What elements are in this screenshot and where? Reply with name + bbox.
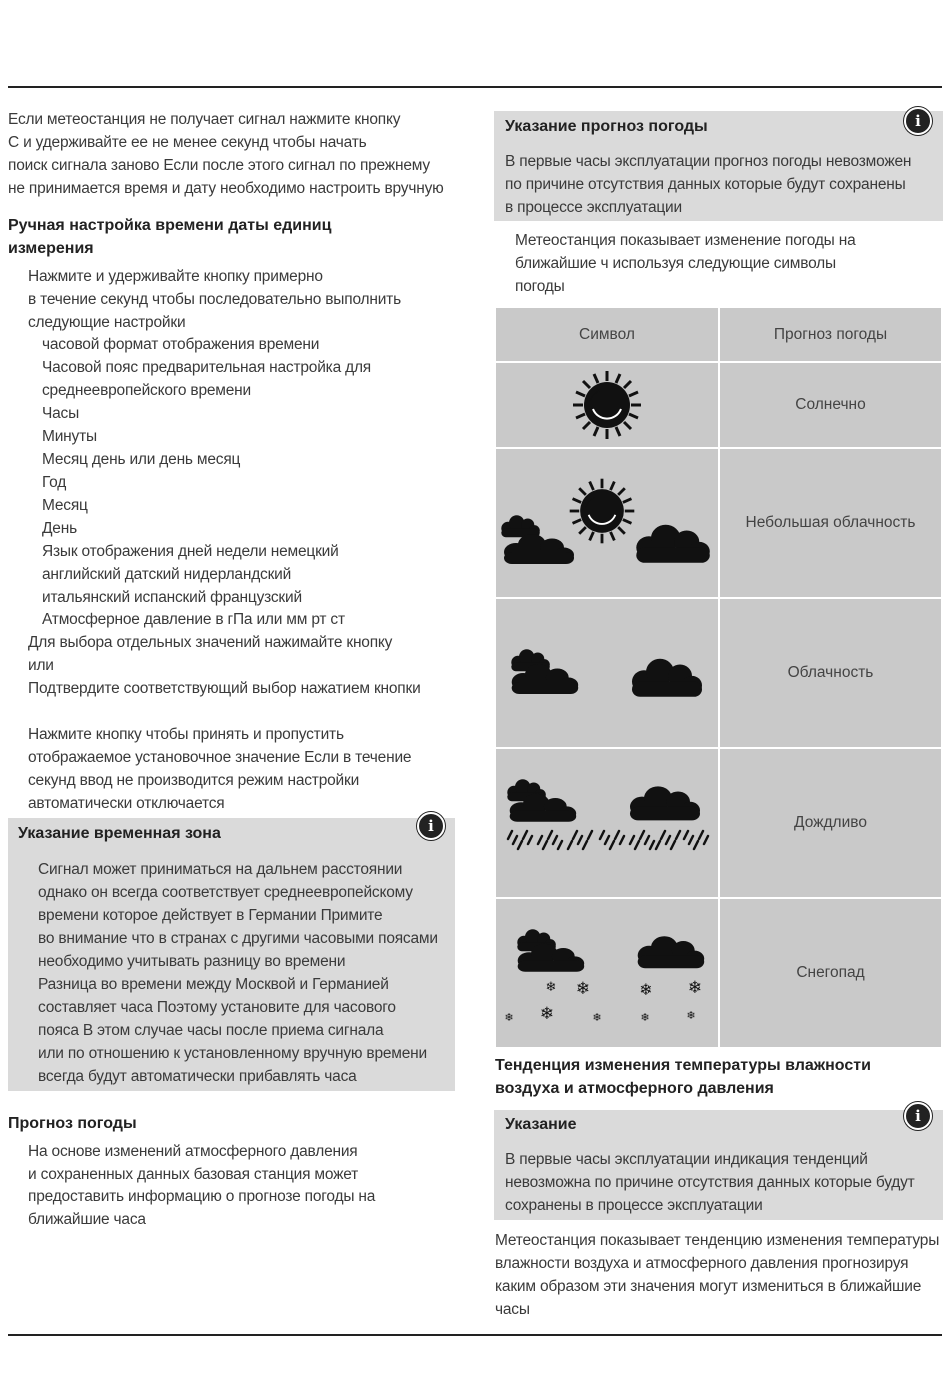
table-row — [495, 748, 942, 898]
info-icon: i — [904, 1102, 932, 1130]
rain-streak — [583, 841, 587, 849]
forecast-label: Небольшая облачность — [719, 448, 942, 598]
svg-text:❄: ❄ — [575, 979, 591, 999]
text-line: не принимается время и дату необходимо настроить вручную — [8, 180, 444, 197]
weather-symbols-table — [494, 306, 943, 1049]
manual-setup-heading: Ручная настройка времени даты единиц — [8, 217, 332, 234]
note-line: в процессе эксплуатации — [505, 199, 682, 216]
table-row — [495, 448, 942, 598]
settings-item: День — [42, 520, 77, 537]
note-line: Сигнал может приниматься на дальнем расстоянии — [38, 861, 403, 878]
rain-streak — [600, 831, 604, 839]
text-line: На основе изменений атмосферного давления — [28, 1143, 358, 1160]
trend-heading-cont: воздуха и атмосферного давления — [495, 1080, 774, 1097]
info-icon: i — [904, 107, 932, 135]
text-line: следующие настройки — [28, 314, 186, 331]
text-line: часы — [495, 1301, 530, 1318]
note-line: сохранены в процессе эксплуатации — [505, 1197, 763, 1214]
rain-streak — [605, 836, 609, 844]
settings-item: Атмосферное давление в гПа или мм рт ст — [42, 611, 345, 628]
rain-streak — [635, 841, 639, 849]
text-line: погоды — [515, 278, 565, 295]
trend-note-title: Указание — [505, 1116, 577, 1133]
rain-streak — [523, 831, 527, 839]
forecast-label: Дождливо — [719, 748, 942, 898]
rain-streak — [684, 831, 688, 839]
rain-streak — [645, 836, 649, 844]
note-line: во внимание что в странах с другими часовыми поясами — [38, 930, 438, 947]
rain-streak — [694, 841, 698, 849]
table-header-row — [495, 307, 942, 362]
forecast-label: Облачность — [719, 598, 942, 748]
text-line: влажности воздуха и атмосферного давления прогнозируя — [495, 1255, 909, 1272]
text-line: предоставить информацию о прогнозе погоды на — [28, 1188, 376, 1205]
rain-streak — [548, 831, 552, 839]
svg-text:❄: ❄ — [592, 1011, 602, 1024]
rain-streak — [640, 831, 644, 839]
text-line: автоматически отключается — [28, 795, 225, 812]
settings-item: итальянский испанский французский — [42, 589, 302, 606]
forecast-label: Солнечно — [719, 362, 942, 448]
cloudy-icon — [495, 598, 719, 748]
rain-streak — [704, 836, 708, 844]
settings-item: часовой формат отображения времени — [42, 336, 320, 353]
settings-item: Месяц — [42, 497, 88, 514]
rain-icon — [495, 748, 719, 898]
table-row — [495, 598, 942, 748]
note-line: всегда будут автоматически прибавлять часа — [38, 1068, 357, 1085]
rain-streak — [513, 836, 517, 844]
note-line: составляет часа Поэтому установите для часового — [38, 999, 396, 1016]
weather-forecast-note-title: Указание прогноз погоды — [505, 118, 708, 135]
text-line: Подтвердите соответствующий выбор нажатием кнопки — [28, 680, 421, 697]
settings-item: Минуты — [42, 428, 97, 445]
rain-streak — [650, 841, 654, 849]
table-row — [495, 898, 942, 1048]
timezone-note-box — [8, 818, 455, 1091]
rain-streak — [558, 841, 562, 849]
header-symbol: Символ — [495, 307, 719, 362]
note-line: однако он всегда соответствует среднеевропейскому — [38, 884, 413, 901]
settings-item: Язык отображения дней недели немецкий — [42, 543, 339, 560]
rain-streak — [568, 841, 572, 849]
settings-item: Часовой пояс предварительная настройка для — [42, 359, 371, 376]
note-line: пояса В этом случае часы после приема сигнала — [38, 1022, 384, 1039]
forecast-heading: Прогноз погоды — [8, 1115, 137, 1132]
svg-text:❄: ❄ — [687, 978, 703, 998]
text-line: Нажмите и удерживайте кнопку примерно — [28, 268, 323, 285]
rain-streak — [666, 836, 670, 844]
settings-item: Часы — [42, 405, 80, 422]
text-line: и сохраненных данных базовая станция может — [28, 1166, 359, 1183]
rain-streak — [676, 831, 680, 839]
rain-streak — [508, 831, 512, 839]
rain-streak — [538, 836, 542, 844]
rain-streak — [615, 831, 619, 839]
text-line: Метеостанция показывает изменение погоды на — [515, 232, 856, 249]
timezone-note-title: Указание временная зона — [18, 825, 221, 842]
text-line: отображаемое установочное значение Если в течение — [28, 749, 412, 766]
trend-heading: Тенденция изменения температуры влажности — [495, 1057, 871, 1074]
rain-streak — [543, 841, 547, 849]
rain-streak — [578, 836, 582, 844]
settings-item: английский датский нидерландский — [42, 566, 292, 583]
svg-text:❄: ❄ — [686, 1009, 696, 1022]
info-icon: i — [417, 812, 445, 840]
rain-streak — [656, 841, 660, 849]
text-line: каким образом эти значения могут измениться в ближайшие — [495, 1278, 922, 1295]
sun-icon — [495, 362, 719, 448]
rain-streak — [671, 841, 675, 849]
rain-streak — [518, 841, 522, 849]
text-line: поиск сигнала заново Если после этого сигнал по прежнему — [8, 157, 430, 174]
note-line: необходимо учитывать разницу во времени — [38, 953, 346, 970]
settings-item: Месяц день или день месяц — [42, 451, 241, 468]
note-line: невозможна по причине отсутствия данных которые будут — [505, 1174, 915, 1191]
manual-setup-heading-cont: измерения — [8, 240, 94, 257]
note-line: по причине отсутствия данных которые будут сохранены — [505, 176, 906, 193]
note-line: В первые часы эксплуатации индикация тенденций — [505, 1151, 868, 1168]
rain-streak — [588, 831, 592, 839]
weather-forecast-note-box — [494, 111, 943, 221]
top-rule — [8, 86, 942, 88]
rain-streak — [630, 836, 634, 844]
note-line: Разница во времени между Москвой и Германией — [38, 976, 389, 993]
forecast-label: Снегопад — [719, 898, 942, 1048]
rain-streak — [528, 836, 532, 844]
rain-streak — [553, 836, 557, 844]
header-forecast: Прогноз погоды — [719, 307, 942, 362]
text-line: Нажмите кнопку чтобы принять и пропустить — [28, 726, 344, 743]
text-line: Метеостанция показывает тенденцию изменения температуры — [495, 1232, 940, 1249]
text-line: в течение секунд чтобы последовательно выполнить — [28, 291, 401, 308]
text-line: секунд ввод не производится режим настройки — [28, 772, 360, 789]
note-line: В первые часы эксплуатации прогноз погоды невозможен — [505, 153, 912, 170]
rain-streak — [689, 836, 693, 844]
svg-text:❄: ❄ — [640, 1011, 650, 1024]
text-line: или — [28, 657, 54, 674]
svg-text:❄: ❄ — [504, 1011, 514, 1024]
rain-streak — [573, 831, 577, 839]
note-line: или по отношению к установленному вручную времени — [38, 1045, 427, 1062]
rain-streak — [661, 831, 665, 839]
bottom-rule — [8, 1334, 942, 1336]
svg-text:❄: ❄ — [539, 1004, 555, 1024]
rain-streak — [699, 831, 703, 839]
partly-cloudy-icon — [495, 448, 719, 598]
text-line: ближайшие ч используя следующие символы — [515, 255, 836, 272]
text-line: ближайшие часа — [28, 1211, 146, 1228]
note-line: времени которое действует в Германии Примите — [38, 907, 383, 924]
svg-text:❄: ❄ — [639, 980, 653, 999]
text-line: Для выбора отдельных значений нажимайте кнопку — [28, 634, 393, 651]
rain-streak — [610, 841, 614, 849]
text-line: Если метеостанция не получает сигнал нажмите кнопку — [8, 111, 401, 128]
trend-note-box — [494, 1107, 943, 1220]
rain-streak — [620, 836, 624, 844]
settings-item: Год — [42, 474, 67, 491]
settings-item: среднеевропейского времени — [42, 382, 251, 399]
snow-icon — [495, 898, 719, 1048]
table-row — [495, 362, 942, 448]
text-line: C и удерживайте ее не менее секунд чтобы начать — [8, 134, 367, 151]
svg-text:❄: ❄ — [545, 980, 557, 995]
